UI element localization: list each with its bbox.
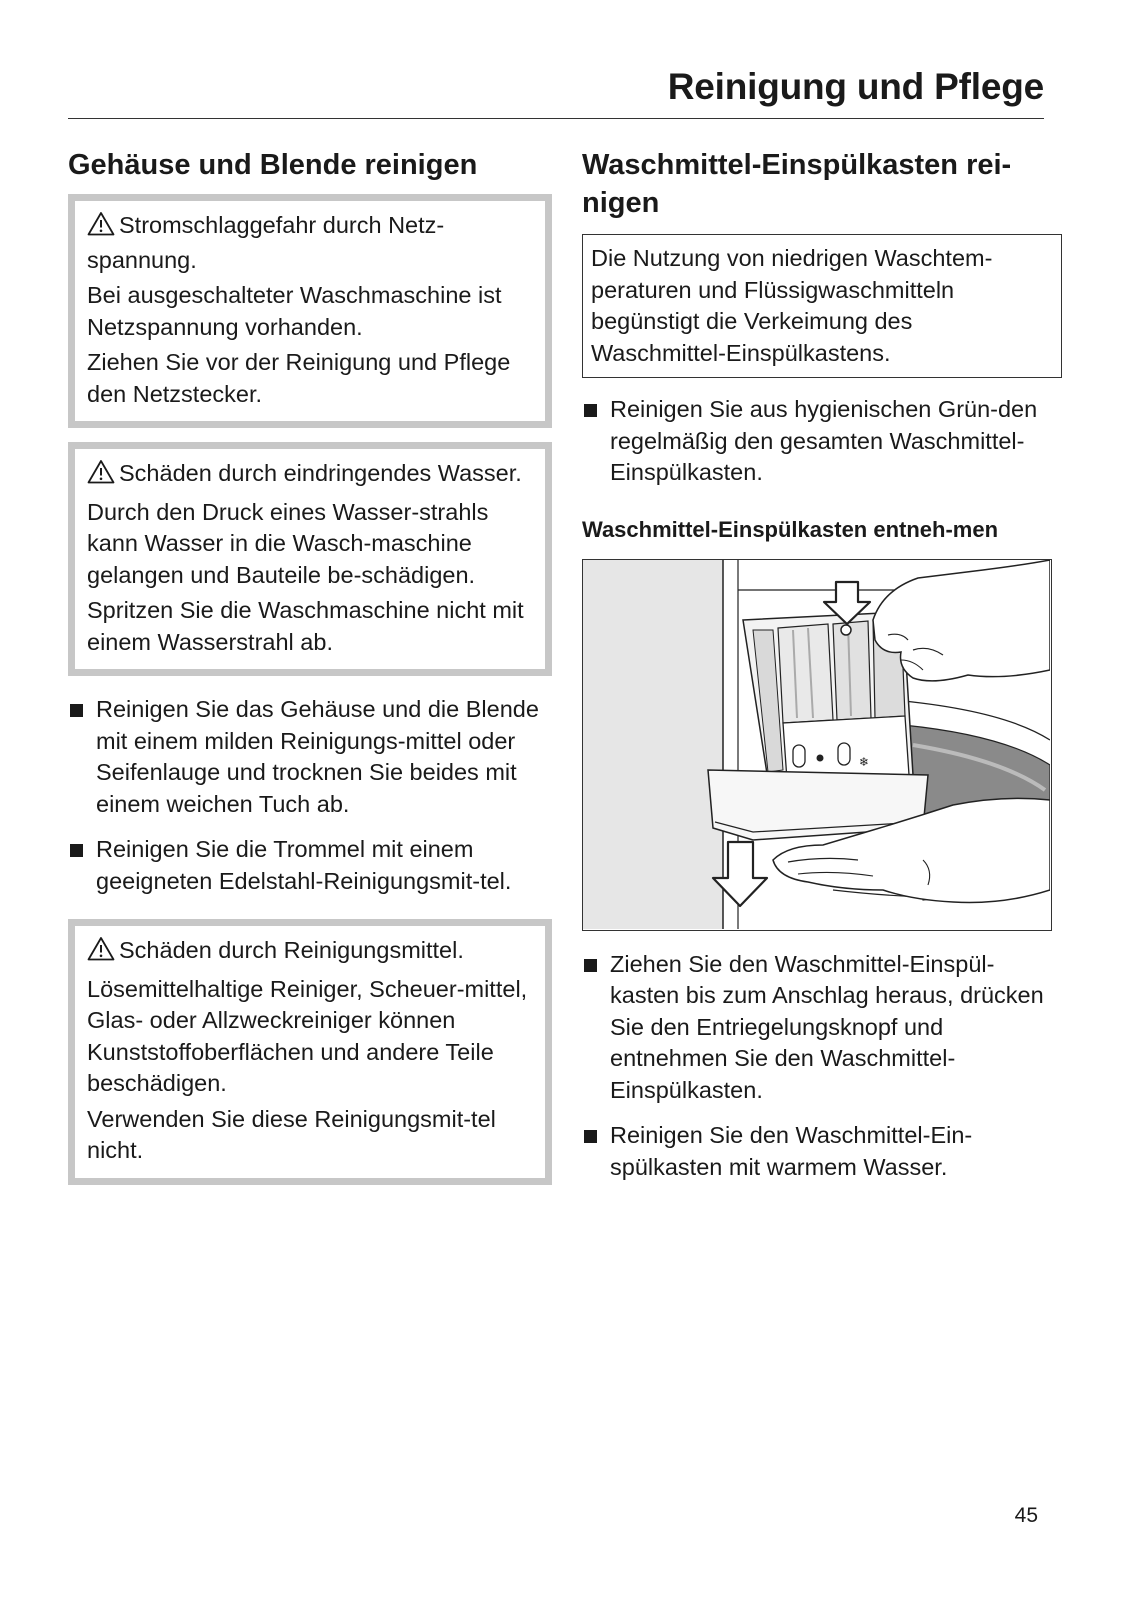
dispenser-removal-illustration bbox=[582, 559, 1052, 931]
warning-text: Spritzen Sie die Waschmaschine nicht mit einem Wasserstrahl ab. bbox=[87, 597, 524, 655]
warning-triangle-icon bbox=[87, 459, 115, 493]
section-heading-dispenser: Waschmittel-Einspülkasten rei-nigen bbox=[582, 149, 1012, 219]
left-column bbox=[68, 146, 552, 1199]
warning-text: Ziehen Sie vor der Reinigung und Pflege den Netzstecker. bbox=[87, 349, 511, 407]
header-rule bbox=[68, 118, 1044, 119]
warning-title: Schäden durch eindringendes Wasser. bbox=[119, 460, 522, 486]
page-number: 45 bbox=[1014, 1504, 1038, 1527]
warning-triangle-icon bbox=[87, 936, 115, 970]
warning-box-water bbox=[68, 442, 552, 676]
bullet-list-hygiene bbox=[582, 394, 1062, 489]
section-heading-housing: Gehäuse und Blende reinigen bbox=[68, 149, 478, 181]
svg-text:❄: ❄ bbox=[859, 754, 870, 769]
bullet-list-remove bbox=[582, 949, 1062, 1184]
list-item: Reinigen Sie den Waschmittel-Ein-spülkasten mit warmem Wasser. bbox=[582, 1120, 1062, 1183]
warning-box-electric bbox=[68, 194, 552, 428]
right-column bbox=[582, 146, 1062, 1205]
list-item: Reinigen Sie das Gehäuse und die Blende mit einem milden Reinigungs-mittel oder Seifenlauge und trocknen Sie beides mit einem weichen Tuch ab. bbox=[68, 694, 552, 820]
note-box: Die Nutzung von niedrigen Waschtem-peraturen und Flüssigwaschmitteln begünstigt die Verkeimung des Waschmittel-Einspülkastens. bbox=[582, 234, 1062, 378]
warning-text: Verwenden Sie diese Reinigungsmit-tel nicht. bbox=[87, 1105, 496, 1163]
bullet-list-housing bbox=[68, 694, 552, 897]
list-item: Reinigen Sie die Trommel mit einem geeigneten Edelstahl-Reinigungsmit-tel. bbox=[68, 834, 552, 897]
warning-box-cleaner bbox=[68, 919, 552, 1185]
warning-text: Bei ausgeschalteter Waschmaschine ist Netzspannung vorhanden. bbox=[87, 282, 502, 340]
subheading-remove-dispenser: Waschmittel-Einspülkasten entneh-men bbox=[582, 516, 999, 542]
warning-title: Stromschlaggefahr durch Netz-spannung. bbox=[87, 212, 445, 273]
warning-text: Lösemittelhaltige Reiniger, Scheuer-mittel, Glas- oder Allzweckreiniger können Kunststoffoberflächen und andere Teile beschädigen. bbox=[87, 975, 528, 1096]
list-item: Ziehen Sie den Waschmittel-Einspül-kasten bis zum Anschlag heraus, drücken Sie den Entriegelungsknopf und entnehmen Sie den Waschmittel-Einspülkasten. bbox=[582, 949, 1062, 1107]
warning-triangle-icon bbox=[87, 211, 115, 245]
page-header-title: Reinigung und Pflege bbox=[667, 66, 1044, 107]
warning-text: Durch den Druck eines Wasser-strahls kann Wasser in die Wasch-maschine gelangen und Bauteile be-schädigen. bbox=[87, 498, 489, 588]
list-item: Reinigen Sie aus hygienischen Grün-den regelmäßig den gesamten Waschmittel-Einspülkasten. bbox=[582, 394, 1062, 489]
warning-title: Schäden durch Reinigungsmittel. bbox=[119, 937, 464, 963]
